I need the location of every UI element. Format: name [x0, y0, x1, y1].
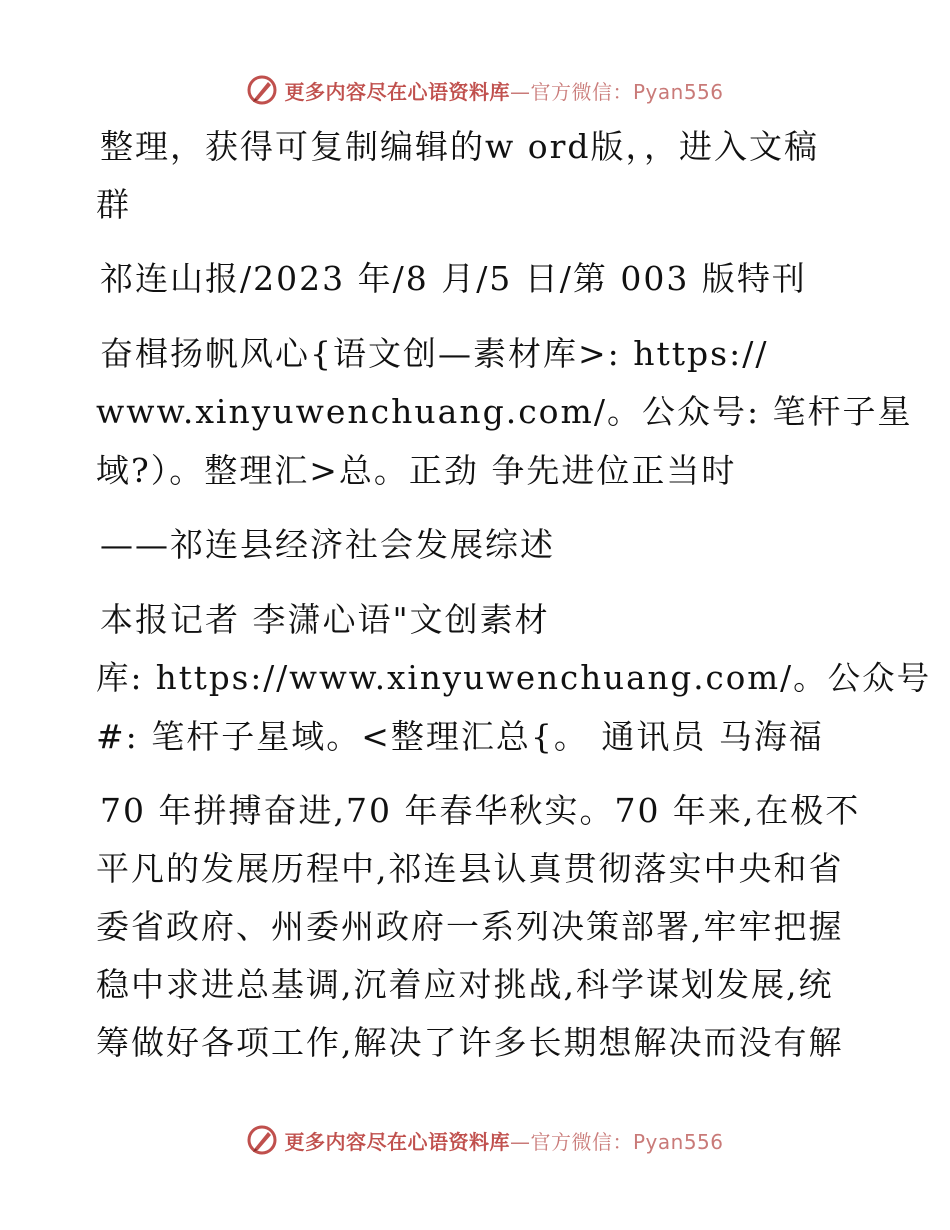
text-line: 稳中求进总基调,沉着应对挑战,科学谋划发展,统	[96, 965, 834, 1004]
text-line: 奋楫扬帆风心{语文创—素材库>: https://	[100, 334, 769, 373]
pen-logo-icon	[246, 1124, 278, 1156]
banner-sep: —官方微信：	[509, 79, 633, 104]
banner-wechat: Pyan556	[632, 79, 724, 104]
text-line: 70 年拼搏奋进,70 年春华秋实。70 年来,在极不	[100, 791, 861, 830]
footer-banner	[0, 1120, 950, 1160]
text-line: 委省政府、州委州政府一系列决策部署,牢牢把握	[96, 907, 844, 946]
banner-wechat: Pyan556	[632, 1129, 724, 1154]
text-line: 整理，获得可复制编辑的w ord版，，进入文稿	[100, 127, 820, 166]
banner-main: 更多内容尽在心语资料库	[284, 1129, 510, 1154]
text-line: 平凡的发展历程中,祁连县认真贯彻落实中央和省	[96, 849, 844, 888]
banner-sep: —官方微信：	[509, 1129, 633, 1154]
text-line: #: 笔杆子星域。<整理汇总{。 通讯员 马海福	[96, 717, 824, 756]
text-line: 祁连山报/2023 年/8 月/5 日/第 003 版特刊	[100, 259, 807, 298]
pen-logo-icon	[246, 74, 278, 106]
banner-text	[284, 76, 723, 105]
text-line: 库: https://www.xinyuwenchuang.com/。公众号	[96, 659, 932, 697]
banner-text	[284, 1126, 723, 1155]
text-line: ——祁连县经济社会发展综述	[100, 525, 555, 564]
text-line: www.xinyuwenchuang.com/。公众号: 笔杆子星	[96, 392, 913, 431]
header-banner	[0, 70, 950, 110]
text-line: 群	[96, 185, 131, 224]
text-line: 筹做好各项工作,解决了许多长期想解决而没有解	[96, 1023, 844, 1062]
text-line: 域?）。整理汇>总。正劲 争先进位正当时	[96, 451, 737, 490]
banner-main: 更多内容尽在心语资料库	[284, 79, 510, 104]
text-line: 本报记者 李潇心语"文创素材	[100, 600, 550, 639]
